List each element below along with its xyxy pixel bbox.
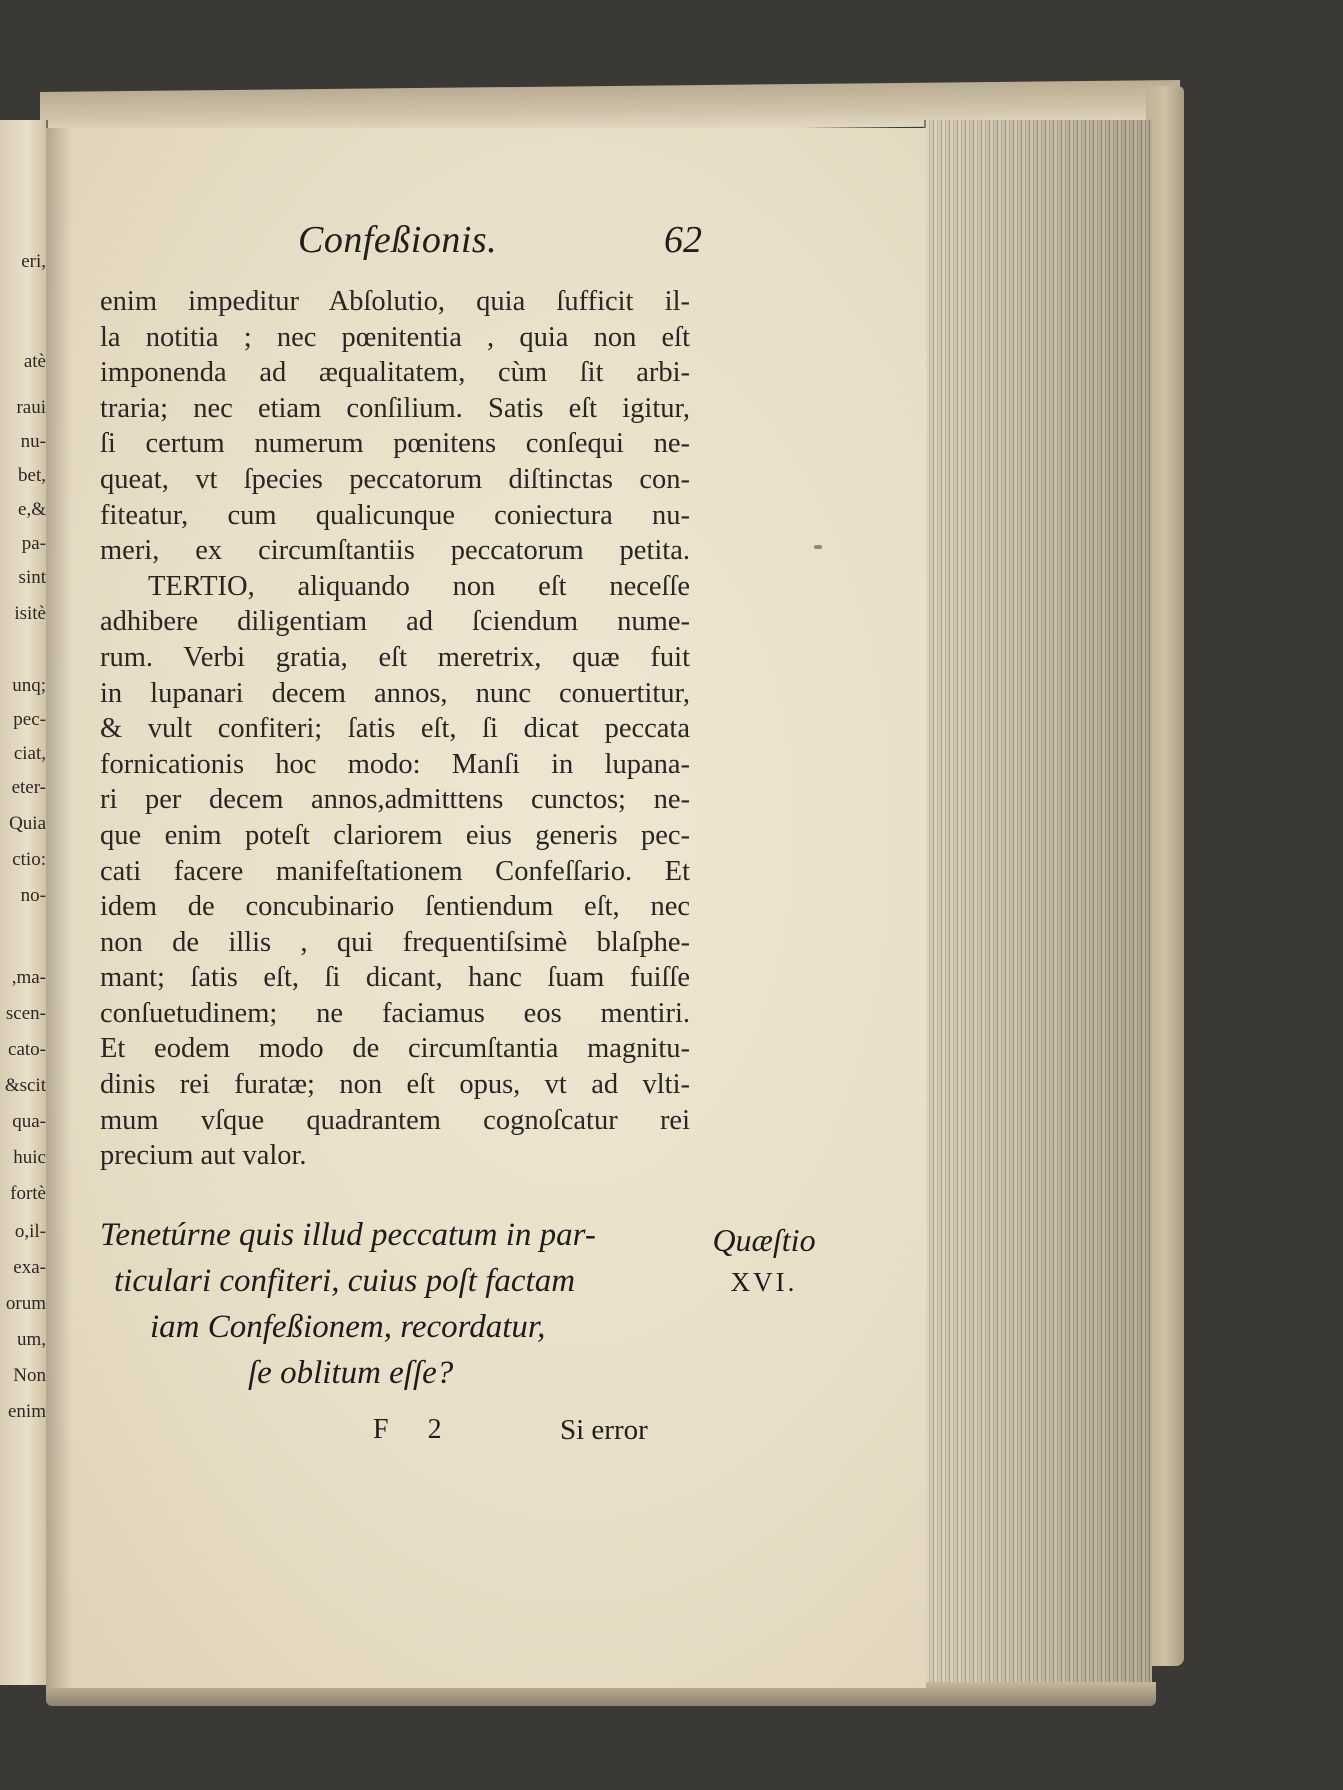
fragment-line: atè	[23, 352, 46, 371]
question-line: Tenetúrne quis illud peccatum in par-	[100, 1217, 596, 1253]
question-line: ticulari confiteri, cuius poſt factam	[114, 1263, 576, 1299]
fragment-line: pec-	[13, 710, 46, 729]
question-line: ſe oblitum eſſe?	[248, 1355, 454, 1391]
text-line: enim impeditur Abſolutio, quia ſufficit il-	[100, 286, 690, 317]
text-line: TERTIO, aliquando non eſt neceſſe	[148, 570, 690, 602]
text-line: in lupanari decem annos, nunc conuertitur,	[100, 677, 690, 709]
text-line: cati facere manifeſtationem Confeſſario. Et	[100, 855, 690, 887]
fragment-line: ,ma-	[11, 968, 46, 987]
text-line: meri, ex circumſtantiis peccatorum petita.	[100, 535, 690, 567]
text-line: non de illis , qui frequentiſsimè blaſphe-	[100, 926, 690, 958]
body-text	[100, 284, 690, 1174]
text-line: mum vſque quadrantem cognoſcatur rei	[100, 1104, 690, 1136]
fragment-line: bet,	[18, 466, 46, 485]
text-line: conſuetudinem; ne faciamus eos mentiri.	[100, 997, 690, 1029]
fragment-line: orum	[5, 1294, 46, 1313]
question-line: iam Confeßionem, recordatur,	[150, 1309, 546, 1345]
fragment-line: cato-	[8, 1040, 46, 1059]
marginal-number: XVI.	[730, 1267, 798, 1297]
page-fore-edge	[924, 120, 1152, 1692]
fragment-line: exa-	[13, 1258, 46, 1277]
text-line: idem de concubinario ſentiendum eſt, nec	[100, 891, 690, 923]
signature-mark: F 2	[373, 1414, 458, 1445]
text-line: que enim poteſt clariorem eius generis pec-	[100, 819, 690, 851]
text-line: fornicationis hoc modo: Manſi in lupana-	[100, 748, 690, 780]
text-line: fiteatur, cum qualicunque coniectura nu-	[100, 499, 690, 531]
ink-speck	[814, 545, 822, 549]
fragment-line: huic	[13, 1148, 46, 1167]
text-line: ri per decem annos,admitttens cunctos; ne-	[100, 784, 690, 816]
fragment-line: um,	[16, 1330, 46, 1349]
text-line: traria; nec etiam conſilium. Satis eſt igitur,	[100, 392, 690, 424]
fragment-line: e,&	[18, 500, 46, 519]
text-line: queat, vt ſpecies peccatorum diſtinctas con-	[100, 463, 690, 495]
catchword: Si error	[560, 1414, 648, 1446]
text-line: ſi certum numerum pœnitens conſequi ne-	[100, 428, 690, 460]
text-line: & vult confiteri; ſatis eſt, ſi dicat peccata	[100, 713, 690, 745]
text-line: Et eodem modo de circumſtantia magnitu-	[100, 1033, 690, 1065]
fragment-line: eri,	[21, 252, 46, 271]
running-head	[290, 218, 710, 268]
page-number: 62	[664, 219, 702, 261]
text-line: la notitia ; nec pœnitentia , quia non eſt	[100, 321, 690, 353]
fragment-line: enim	[8, 1402, 46, 1421]
marginal-label: Quæſtio	[712, 1222, 816, 1258]
text-line: dinis rei furatæ; non eſt opus, vt ad vlti-	[100, 1069, 690, 1101]
fragment-line: &scit	[4, 1076, 46, 1095]
text-line: imponenda ad æqualitatem, cùm ſit arbi-	[100, 357, 690, 389]
marginal-note	[694, 1218, 834, 1302]
text-line: adhibere diligentiam ad ſciendum nume-	[100, 606, 690, 638]
fragment-line: Non	[13, 1366, 46, 1385]
fragment-line: fortè	[10, 1184, 46, 1203]
fragment-line: o,il-	[14, 1222, 46, 1241]
fragment-line: eter-	[11, 778, 46, 797]
fragment-line: sint	[18, 568, 46, 587]
fragment-line: qua-	[12, 1112, 46, 1131]
fragment-line: no-	[20, 886, 46, 905]
fragment-line: scen-	[5, 1004, 46, 1023]
fragment-line: unq;	[12, 676, 46, 695]
running-head-title: Confeßionis.	[298, 219, 498, 261]
fragment-line: ciat,	[13, 744, 46, 763]
text-line: rum. Verbi gratia, eſt meretrix, quæ fuit	[100, 641, 690, 673]
fragment-line: isitè	[14, 604, 46, 623]
fragment-line: nu-	[20, 432, 46, 451]
fragment-line: pa-	[21, 534, 46, 553]
gutter-shadow	[46, 128, 72, 1688]
fragment-line: raui	[16, 398, 46, 417]
fragment-line: Quia	[9, 814, 46, 833]
fragment-line: ctio:	[12, 850, 46, 869]
text-line: mant; ſatis eſt, ſi dicant, hanc ſuam fuiſſe	[100, 962, 690, 994]
text-line: precium aut valor.	[100, 1140, 307, 1172]
question-heading	[100, 1212, 660, 1396]
